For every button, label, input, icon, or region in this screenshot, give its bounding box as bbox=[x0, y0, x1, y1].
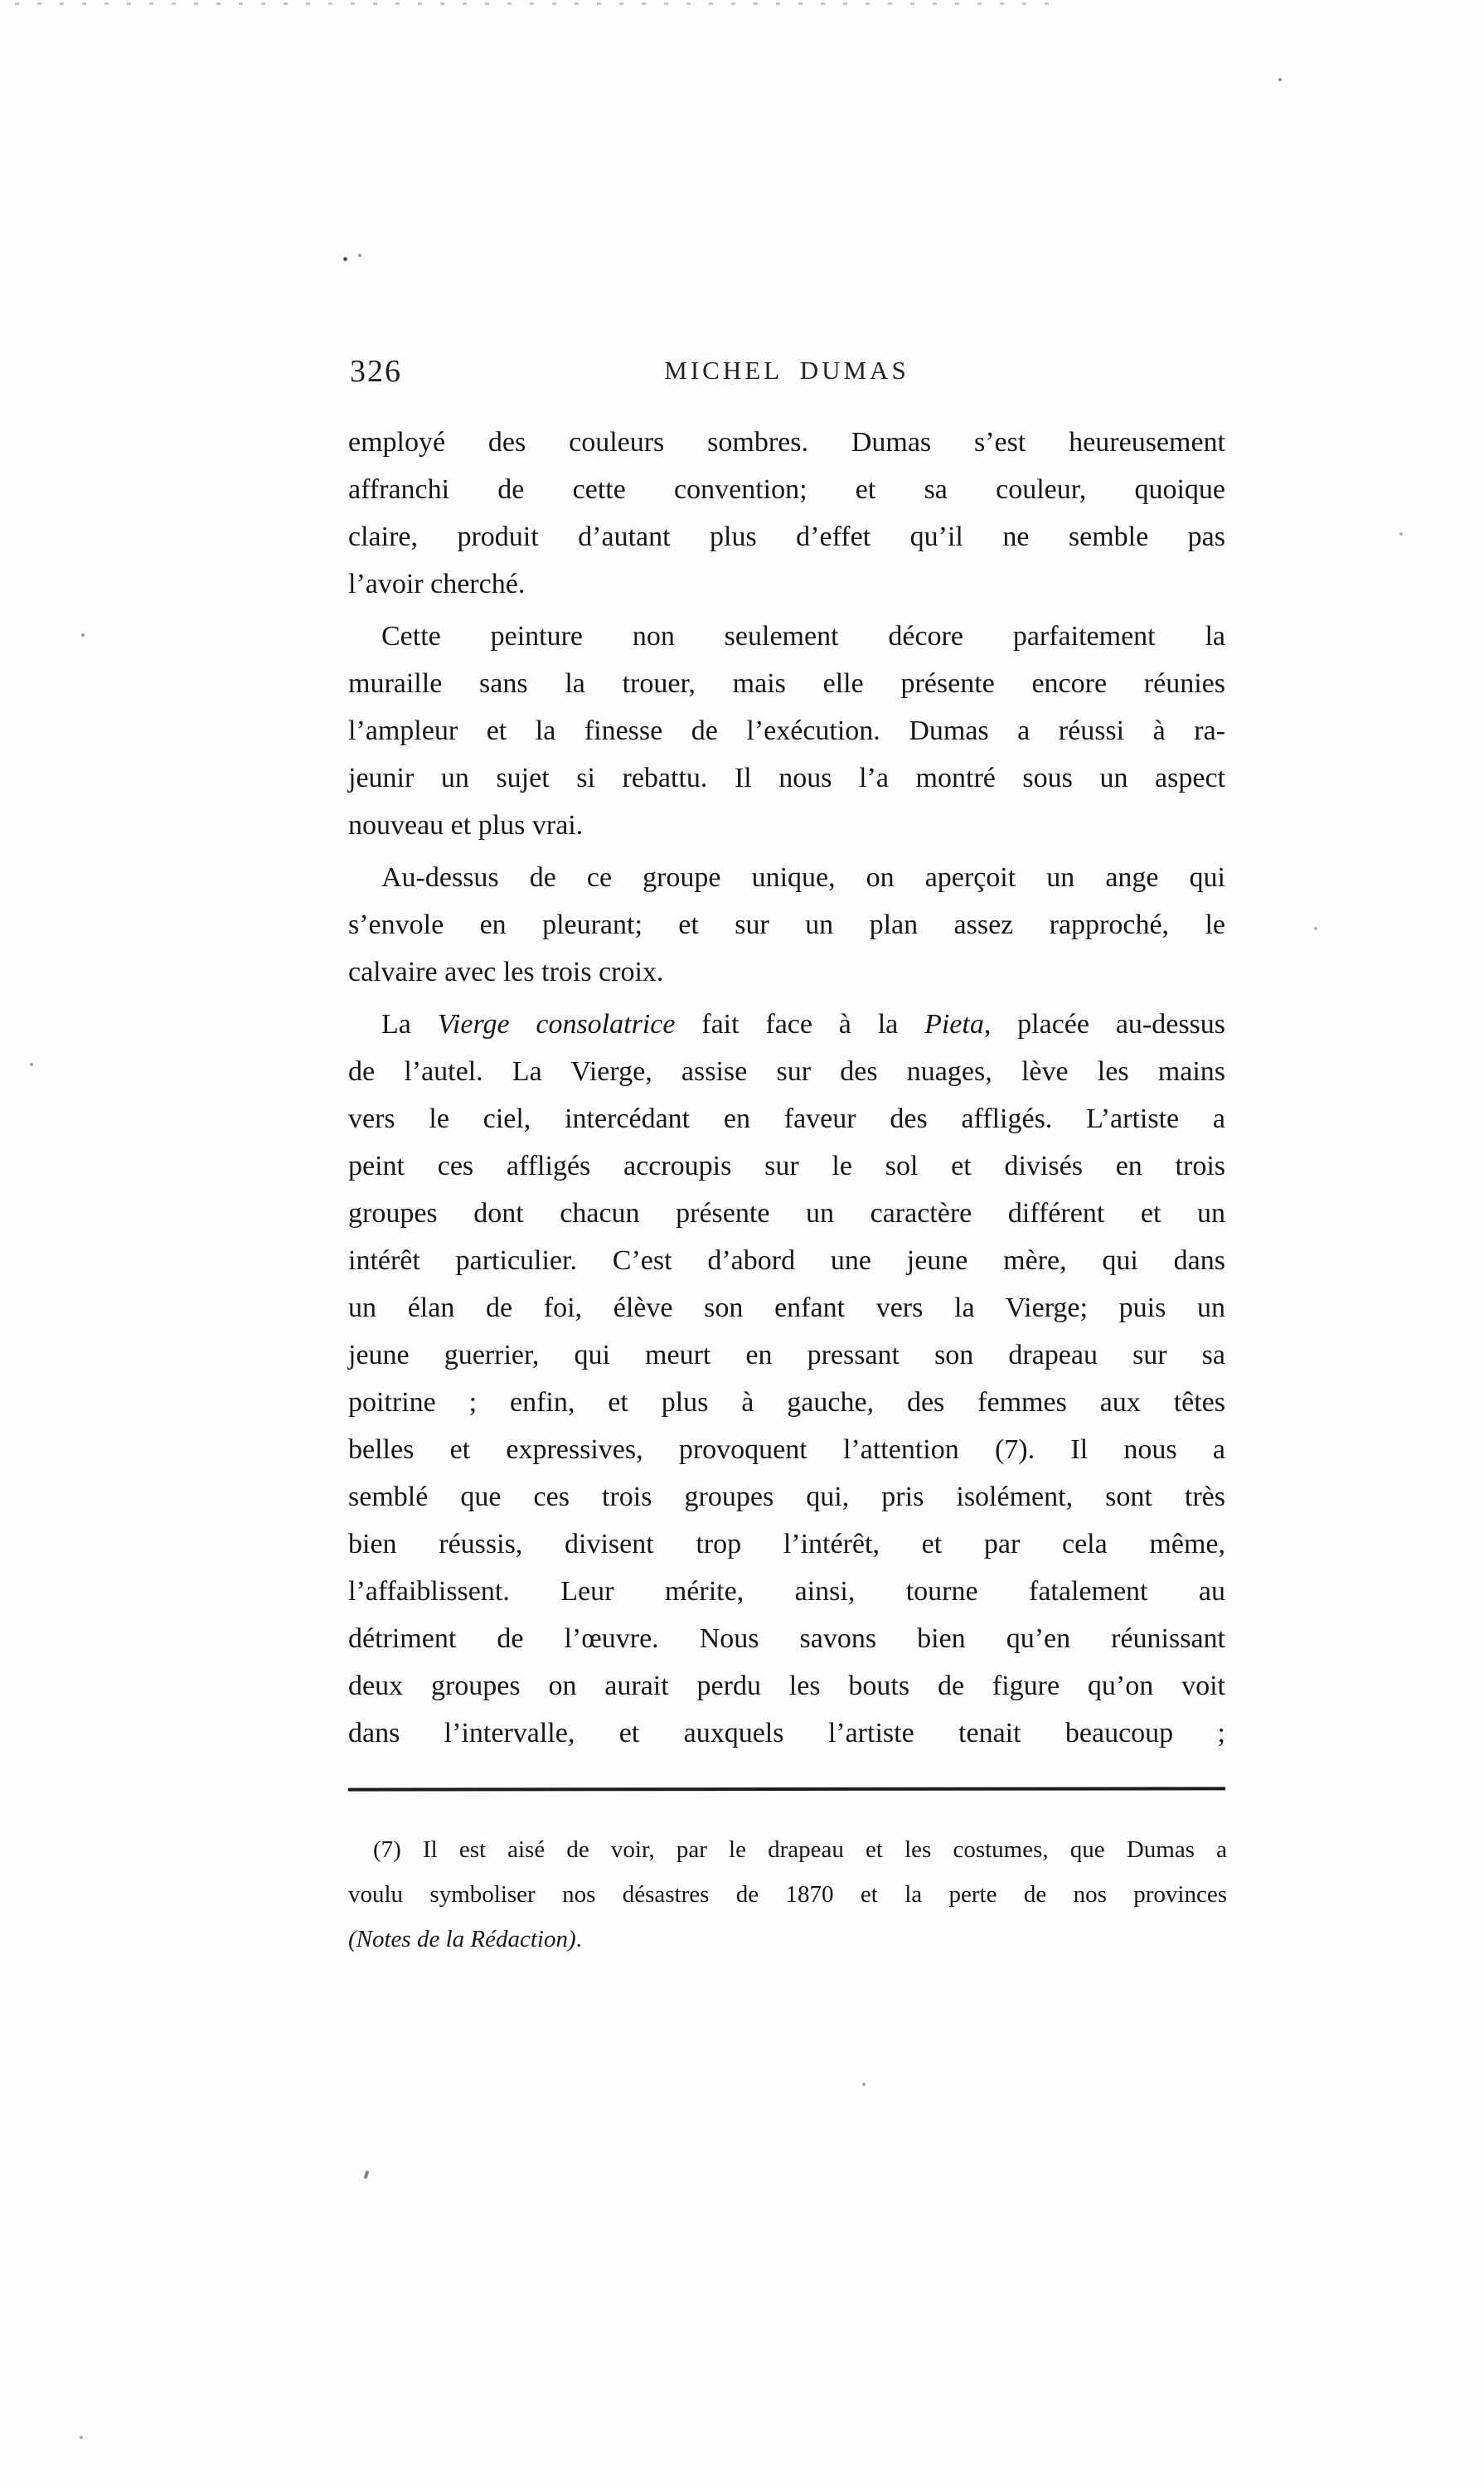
paragraph-4 bbox=[348, 1001, 1225, 1757]
scan-speck bbox=[1314, 927, 1317, 930]
page-number: 326 bbox=[350, 354, 402, 389]
scan-speck bbox=[358, 254, 361, 257]
footnote-separator-rule bbox=[348, 1787, 1225, 1791]
text-line: jeunir un sujet si rebattu. Il nous l’a montré sous un aspect bbox=[348, 763, 1225, 793]
scan-speck bbox=[1399, 532, 1403, 536]
footnote bbox=[348, 1827, 1227, 1967]
text-line: peint ces affligés accroupis sur le sol et divisés en trois bbox=[348, 1151, 1225, 1181]
text-line: jeune guerrier, qui meurt en pressant son drapeau sur sa bbox=[348, 1340, 1225, 1370]
paragraph-3 bbox=[348, 854, 1225, 996]
scan-speck bbox=[343, 257, 347, 261]
scan-speck bbox=[80, 2436, 83, 2439]
text-line: claire, produit d’autant plus d’effet qu’il ne semble pas bbox=[348, 521, 1225, 552]
text-line: nouveau et plus vrai. bbox=[348, 810, 584, 841]
running-title: MICHEL DUMAS bbox=[664, 356, 909, 385]
text-line: muraille sans la trouer, mais elle présente encore réunies bbox=[348, 668, 1225, 699]
text-line: groupes dont chacun présente un caractère différent et un bbox=[348, 1198, 1225, 1229]
paragraph-1 bbox=[348, 419, 1225, 608]
text-line: Au-dessus de ce groupe unique, on aperçoit un ange qui bbox=[381, 862, 1225, 893]
text-line: affranchi de cette convention; et sa couleur, quoique bbox=[348, 474, 1225, 505]
body-text bbox=[348, 419, 1225, 1762]
text-line: bien réussis, divisent trop l’intérêt, et par cela même, bbox=[348, 1529, 1225, 1559]
paragraph-2 bbox=[348, 613, 1225, 849]
text-line: (7) Il est aisé de voir, par le drapeau et les costumes, que Dumas a bbox=[373, 1836, 1227, 1863]
text-line: l’ampleur et la finesse de l’exécution. Dumas a réussi à ra- bbox=[348, 715, 1225, 746]
text-line: poitrine ; enfin, et plus à gauche, des femmes aux têtes bbox=[348, 1387, 1225, 1418]
text-line: Cette peinture non seulement décore parfaitement la bbox=[381, 621, 1225, 652]
text-line: l’avoir cherché. bbox=[348, 569, 526, 599]
text-line: dans l’intervalle, et auxquels l’artiste tenait beaucoup ; bbox=[348, 1718, 1225, 1748]
text-line: vers le ciel, intercédant en faveur des affligés. L’artiste a bbox=[348, 1103, 1225, 1134]
text-line: deux groupes on aurait perdu les bouts de figure qu’on voit bbox=[348, 1671, 1225, 1701]
text-line: semblé que ces trois groupes qui, pris isolément, sont très bbox=[348, 1482, 1225, 1512]
text-line: calvaire avec les trois croix. bbox=[348, 957, 664, 987]
text-line: s’envole en pleurant; et sur un plan assez rapproché, le bbox=[348, 909, 1225, 940]
scan-speck bbox=[81, 633, 85, 637]
scan-speck bbox=[1278, 78, 1282, 81]
text-line: voulu symboliser nos désastres de 1870 et la perte de nos provinces bbox=[348, 1881, 1227, 1908]
scan-noise-strip bbox=[15, 2, 1060, 5]
scan-speck bbox=[862, 2083, 866, 2086]
scan-speck bbox=[30, 1063, 33, 1066]
text-line: un élan de foi, élève son enfant vers la Vierge; puis un bbox=[348, 1292, 1225, 1323]
scan-speck bbox=[364, 2170, 370, 2180]
text-line: employé des couleurs sombres. Dumas s’est heureusement bbox=[348, 427, 1225, 458]
page-header bbox=[348, 353, 1225, 393]
footnote-paragraph bbox=[348, 1827, 1227, 1962]
text-line: l’affaiblissent. Leur mérite, ainsi, tourne fatalement au bbox=[348, 1576, 1225, 1607]
text-line: de l’autel. La Vierge, assise sur des nuages, lève les mains bbox=[348, 1056, 1225, 1087]
text-line: belles et expressives, provoquent l’attention (7). Il nous a bbox=[348, 1434, 1225, 1465]
text-line: La Vierge consolatrice fait face à la Pieta, placée au-dessus bbox=[381, 1009, 1226, 1040]
text-line: (Notes de la Rédaction). bbox=[348, 1926, 582, 1952]
text-line: intérêt particulier. C’est d’abord une jeune mère, qui dans bbox=[348, 1245, 1225, 1276]
text-line: détriment de l’œuvre. Nous savons bien qu’en réunissant bbox=[348, 1623, 1225, 1654]
